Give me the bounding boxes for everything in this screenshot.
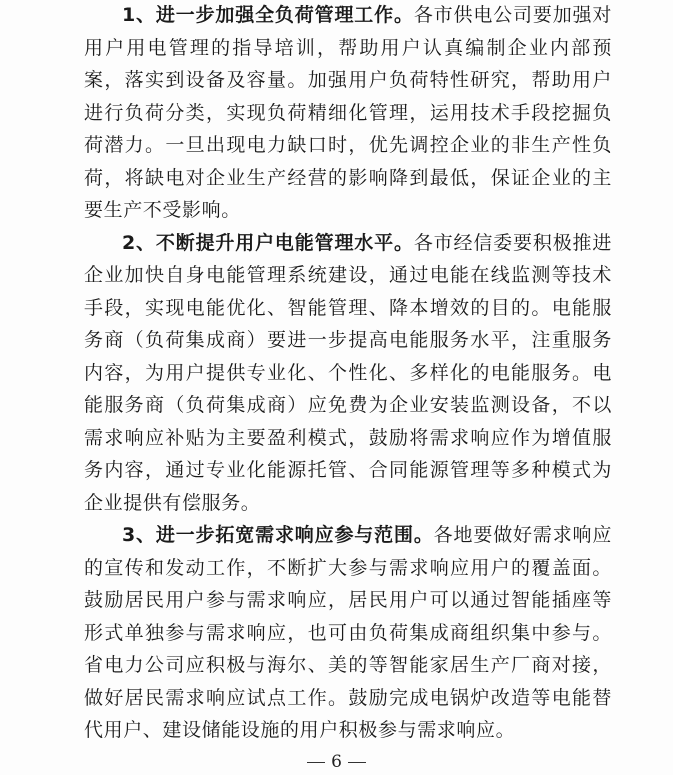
paragraph-3-text: 各地要做好需求响应的宣传和发动工作，不断扩大参与需求响应用户的覆盖面。鼓励居民用户参与需求响应，居民用户可以通过智能插座等形式单独参与需求响应，也可由负荷集成商组织集中参与。省电力公司应积极与海尔、美的等智能家居生产厂商对接，做好居民需求响应试点工作。鼓励完成电锅炉改造等电能替代用户、建设储能设施的用户积极参与需求响应。	[84, 524, 612, 741]
paragraph-2-heading: 2、不断提升用户电能管理水平。	[122, 231, 414, 254]
document-body	[84, 0, 612, 747]
paragraph-1-text: 各市供电公司要加强对用户用电管理的指导培训，帮助用户认真编制企业内部预案，落实到设备及容量。加强用户负荷特性研究，帮助用户进行负荷分类，实现负荷精细化管理，运用技术手段挖掘负荷潜力。一旦出现电力缺口时，优先调控企业的非生产性负荷，将缺电对企业生产经营的影响降到最低，保证企业的主要生产不受影响。	[84, 4, 612, 221]
paragraph-1	[84, 0, 612, 227]
footer-dash-right	[348, 762, 366, 763]
page-number: 6	[331, 752, 342, 772]
paragraph-2	[84, 227, 612, 520]
paragraph-3	[84, 519, 612, 747]
footer-dash-left	[307, 762, 325, 763]
paragraph-1-heading: 1、进一步加强全负荷管理工作。	[122, 4, 414, 26]
page-footer	[0, 752, 673, 772]
paragraph-2-text: 各市经信委要积极推进企业加快自身电能管理系统建设，通过电能在线监测等技术手段，实现电能优化、智能管理、降本增效的目的。电能服务商（负荷集成商）要进一步提高电能服务水平，注重服务内容，为用户提供专业化、个性化、多样化的电能服务。电能服务商（负荷集成商）应免费为企业安装监测设备，不以需求响应补贴为主要盈利模式，鼓励将需求响应作为增值服务内容，通过专业化能源托管、合同能源管理等多种模式为企业提供有偿服务。	[84, 231, 612, 514]
paragraph-3-heading: 3、进一步拓宽需求响应参与范围。	[122, 524, 434, 546]
